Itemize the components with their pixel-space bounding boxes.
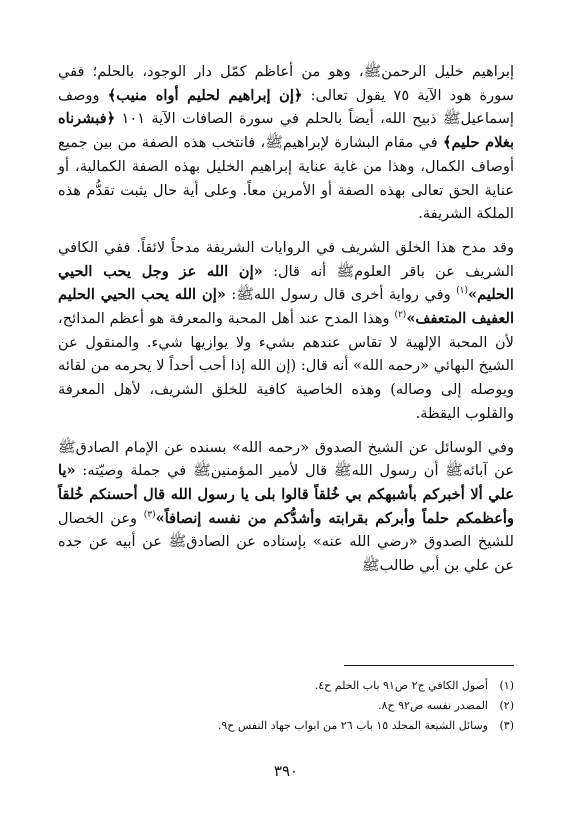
quoted-text: «إن الله يحب الحيي الحليم العفيف المتعفف» [58,286,515,328]
text-segment: ﷺ [265,134,283,152]
text-segment: ﷺ [363,63,382,80]
text-segment: في مقام البشارة لإبراهيم [282,134,443,152]
footnote-3 [58,716,514,736]
text-segment: عن آبائه [462,462,514,480]
text-segment: ﷺ [58,438,76,456]
text-segment: قال لأمير المؤمنين [210,462,334,480]
text-segment: عن أبيه عن جده عن علي بن أبي طالب [58,533,514,575]
footnote-text: المصدر نفسه ص٩٢ ح٨. [378,699,488,712]
footnote-reference: (١) [456,286,468,297]
footnote-1 [58,676,514,696]
quoted-text: «إن الله عز وجل يحب الحيي الحليم» [58,262,514,304]
text-segment: وفي رواية أخرى قال رسول الله [253,286,457,304]
quoted-text: ﴿إن إبراهيم لحليم أواه منيب﴾ [107,86,303,104]
footnote-reference: (٣) [143,509,156,520]
text-segment: ﷺ [445,462,463,480]
quoted-text: «يا علي ألا أخبركم بأشبهكم بي خُلقاً قالوا بلى يا رسول الله قال أحسنكم خُلقاً وأعظمكم حلماً وأبركم بقرابته وأشدُّكم من نفسه إنصافاً» [58,462,514,527]
text-segment: ﷺ [193,462,211,480]
footnote-reference: (٢) [394,310,407,321]
paragraph [58,436,514,578]
text-segment: أنه قال: [262,262,337,280]
body-text [58,60,514,578]
paragraph [58,236,514,426]
footnote-text: أصول الكافي ج٢ ص٩١ باب الحلم ح٤. [314,679,488,692]
text-segment: ، وهو من أعاظم كمّل دار الوجود، بالحلم؛ ففي سورة هود الآية ٧٥ يقول تعالى: [58,63,514,104]
text-segment: وقد مدح هذا الخلق الشريف في الروايات الشريفة مدحاً لائقاً. ففي الكافي الشريف عن باقر العلوم [58,238,514,280]
paragraph [58,60,514,226]
text-segment: ووصف إسماعيل [58,86,514,128]
text-segment: إبراهيم خليل الرحمن [381,63,514,80]
footnotes [58,676,514,736]
text-segment: ﷺ [333,462,352,480]
text-segment: في جملة وصيّته: [75,462,194,480]
text-segment: ﷺ [443,110,461,128]
text-segment: ذبيح الله، أيضاً بالحلم في سورة الصافات الآية ١٠١ [115,110,444,128]
quoted-text: ﴿فبشرناه بغلام حليم﴾ [58,110,515,152]
footnote-number: (٢) [499,699,514,712]
page-number: ٣٩٠ [273,762,299,780]
text-segment: ﷺ [168,533,187,551]
text-segment: أن رسول الله [351,462,446,480]
text-segment: وهذا المدح عند أهل المحبة والمعرفة هو أعظم المدائح، لأن المحبة الإلهية لا تقاس عندهم بشيء ولا يوازيها شيء. والمنقول عن الشيخ البهائي «رحمه الله» أنه قال: (إن الله إذا أحب أحداً لا يحرمه من لقائه ويوصله إلى وصاله) وهذه الخاصية كافية للخلق الشريف، لأهل المعرفة والقلوب اليقظة. [58,310,514,422]
text-segment: ﷺ [336,262,355,280]
footnote-number: (١) [499,679,514,692]
footnote-text: وسائل الشيعة المجلد ١٥ باب ٢٦ من ابواب جهاد النفس ح٩. [217,719,488,732]
footnote-2 [58,696,514,716]
text-segment: وفي الوسائل عن الشيخ الصدوق «رحمه الله» بسنده عن الإمام الصادق [75,438,514,456]
text-segment: ، فانتخب هذه الصفة من بين جميع أوصاف الكمال، وهذا من غاية عناية إبراهيم الخليل بهذه الصفة الكمالية، أو عناية الحق تعالى بهذه الصفة أو الأمرين معاً. وعلى أية حال يثبت تقدُّم هذه الملكة الشريفة. [58,134,514,223]
text-segment: ﷺ [361,557,380,575]
text-segment: ﷺ [236,286,254,304]
text-segment: : [225,286,237,304]
text-segment: وعن الخصال للشيخ الصدوق «رضي الله عنه» بإسناده عن الصادق [58,509,514,551]
footnote-number: (٣) [499,719,514,732]
footnote-divider [344,665,514,666]
